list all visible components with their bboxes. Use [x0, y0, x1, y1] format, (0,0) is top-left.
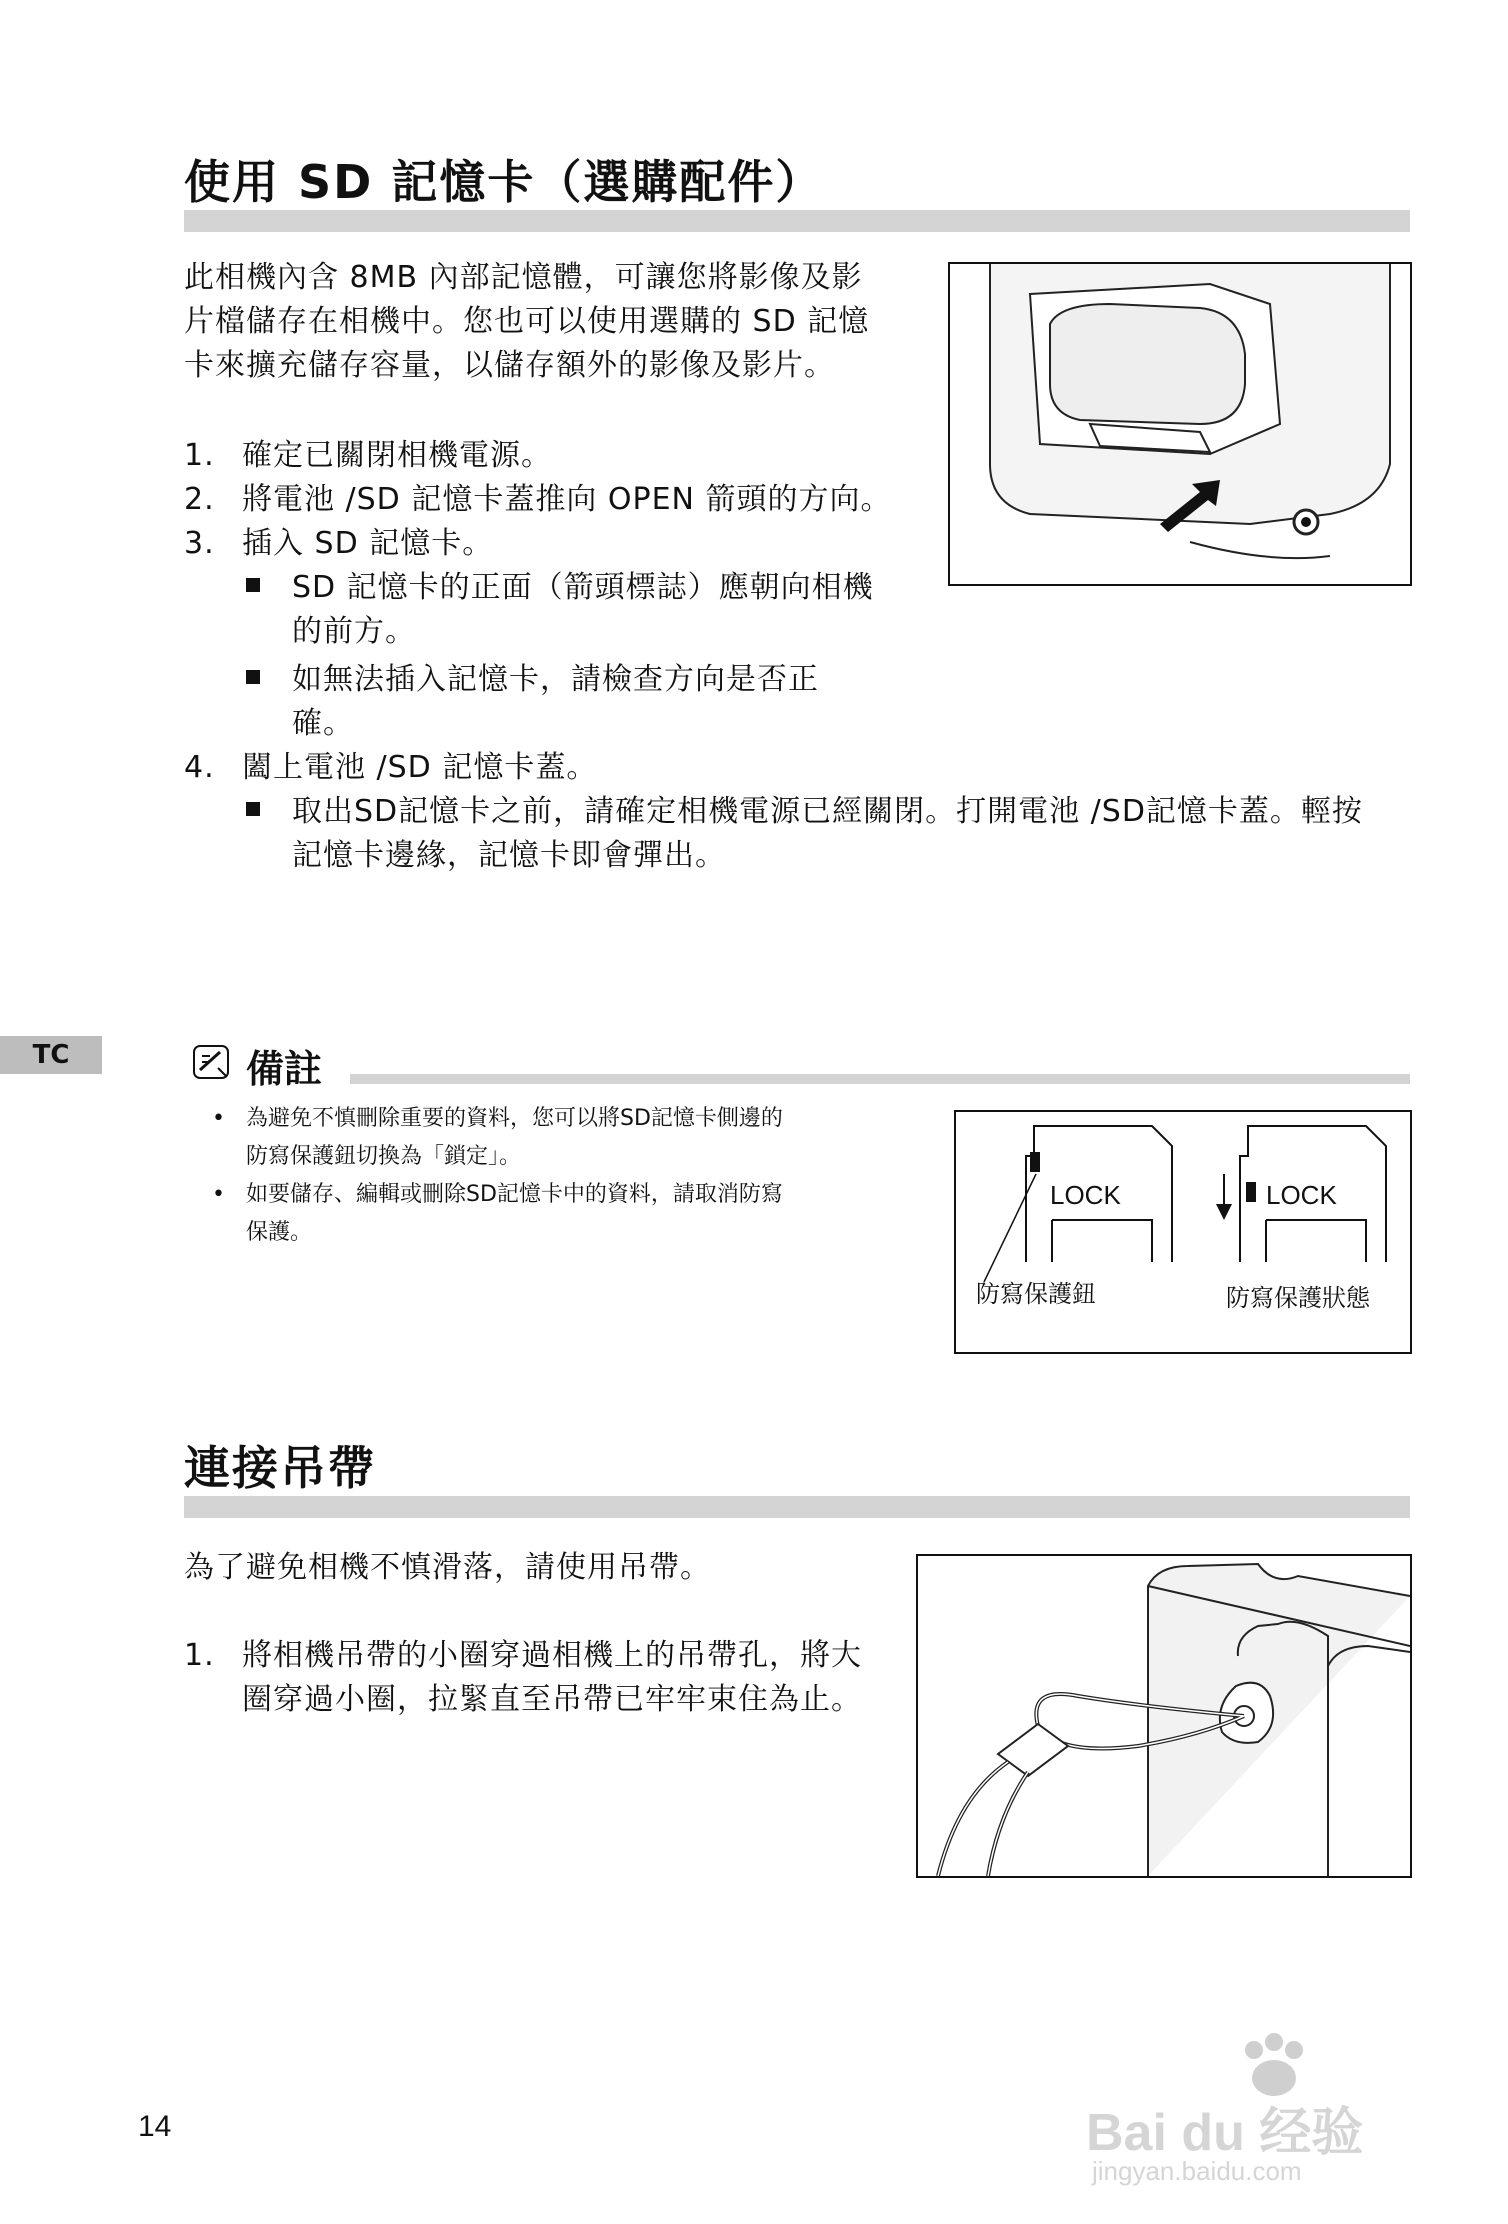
note-icon	[190, 1040, 234, 1084]
step-number: 2.	[184, 482, 215, 517]
step-number: 4.	[184, 750, 215, 785]
sd-intro	[184, 256, 904, 388]
language-tab: TC	[0, 1036, 102, 1074]
bullet-item	[246, 658, 926, 702]
step-number: 3.	[184, 526, 215, 561]
square-bullet-icon	[246, 578, 260, 592]
watermark-url: jingyan.baidu.com	[1092, 2156, 1302, 2186]
title-bar	[184, 210, 1410, 232]
sd-insert-illustration	[948, 262, 1412, 586]
step-number: 1.	[184, 1638, 215, 1673]
bullet-text-cont: 確。	[292, 706, 354, 741]
bullet-dot-icon: •	[212, 1182, 225, 1207]
bullet-text: 如無法插入記憶卡，請檢查方向是否正	[292, 662, 819, 697]
step-text: 闔上電池 /SD 記憶卡蓋。	[242, 750, 598, 785]
camera-sd-slot-drawing	[950, 264, 1410, 584]
step-item	[184, 1634, 904, 1678]
lock-label-right: LOCK	[1266, 1180, 1337, 1210]
step-number: 1.	[184, 438, 215, 473]
strap-illustration	[916, 1554, 1412, 1878]
step-item	[184, 522, 892, 566]
bullet-text: 取出SD記憶卡之前，請確定相機電源已經關閉。打開電池 /SD記憶卡蓋。輕按	[292, 794, 1363, 829]
page-number: 14	[138, 2110, 172, 2143]
watermark-brand: Bai du 经验	[1086, 2104, 1364, 2162]
bullet-text-cont: 的前方。	[292, 614, 416, 649]
baidu-watermark	[1086, 2032, 1430, 2186]
strap-steps	[184, 1634, 904, 1722]
bullet-item	[246, 790, 1426, 834]
write-protect-figure	[954, 1110, 1412, 1354]
step-text: 確定已關閉相機電源。	[242, 438, 552, 473]
note-item	[212, 1100, 912, 1138]
section-title-sd-card: 使用 SD 記憶卡（選購配件）	[184, 155, 824, 209]
intro-line: 卡來擴充儲存容量，以儲存額外的影像及影片。	[184, 348, 835, 383]
note-bar	[350, 1074, 1410, 1084]
caption-write-protect-button: 防寫保護鈕	[976, 1280, 1096, 1308]
title-bar	[184, 1496, 1410, 1518]
note-text: 如要儲存、編輯或刪除SD記憶卡中的資料，請取消防寫	[246, 1182, 783, 1207]
intro-line: 片檔儲存在相機中。您也可以使用選購的 SD 記憶	[184, 304, 870, 339]
note-text-cont: 防寫保護鈕切換為「鎖定」。	[246, 1144, 522, 1169]
note-item	[212, 1176, 912, 1214]
sd-lock-drawing	[956, 1112, 1410, 1352]
bullet-text: SD 記憶卡的正面（箭頭標誌）應朝向相機	[292, 570, 874, 605]
bullet-item	[246, 566, 926, 610]
step-item	[184, 434, 892, 478]
intro-line: 此相機內含 8MB 內部記憶體，可讓您將影像及影	[184, 260, 863, 295]
sd-steps	[184, 434, 892, 566]
step-text-cont: 圈穿過小圈，拉緊直至吊帶已牢牢束住為止。	[242, 1682, 862, 1717]
bullet-text-cont: 記憶卡邊緣，記憶卡即會彈出。	[292, 838, 726, 873]
bullet-dot-icon: •	[212, 1106, 225, 1131]
step-text: 將相機吊帶的小圈穿過相機上的吊帶孔，將大	[242, 1638, 862, 1673]
note-text-cont: 保護。	[246, 1220, 313, 1245]
square-bullet-icon	[246, 802, 260, 816]
camera-strap-drawing	[918, 1556, 1410, 1876]
step3-bullets	[246, 566, 926, 746]
note-list	[212, 1100, 912, 1252]
strap-intro: 為了避免相機不慎滑落，請使用吊帶。	[184, 1550, 711, 1585]
lock-label-left: LOCK	[1050, 1180, 1121, 1210]
section-title-strap: 連接吊帶	[184, 1441, 376, 1495]
caption-write-protect-state: 防寫保護狀態	[1226, 1284, 1370, 1312]
step-text: 將電池 /SD 記憶卡蓋推向 OPEN 箭頭的方向。	[242, 482, 892, 517]
step-item	[184, 478, 892, 522]
step4-bullet	[246, 790, 1426, 878]
note-text: 為避免不慎刪除重要的資料，您可以將SD記憶卡側邊的	[246, 1106, 783, 1131]
note-title: 備註	[246, 1047, 323, 1091]
step-text: 插入 SD 記憶卡。	[242, 526, 494, 561]
square-bullet-icon	[246, 670, 260, 684]
step4	[184, 746, 597, 790]
